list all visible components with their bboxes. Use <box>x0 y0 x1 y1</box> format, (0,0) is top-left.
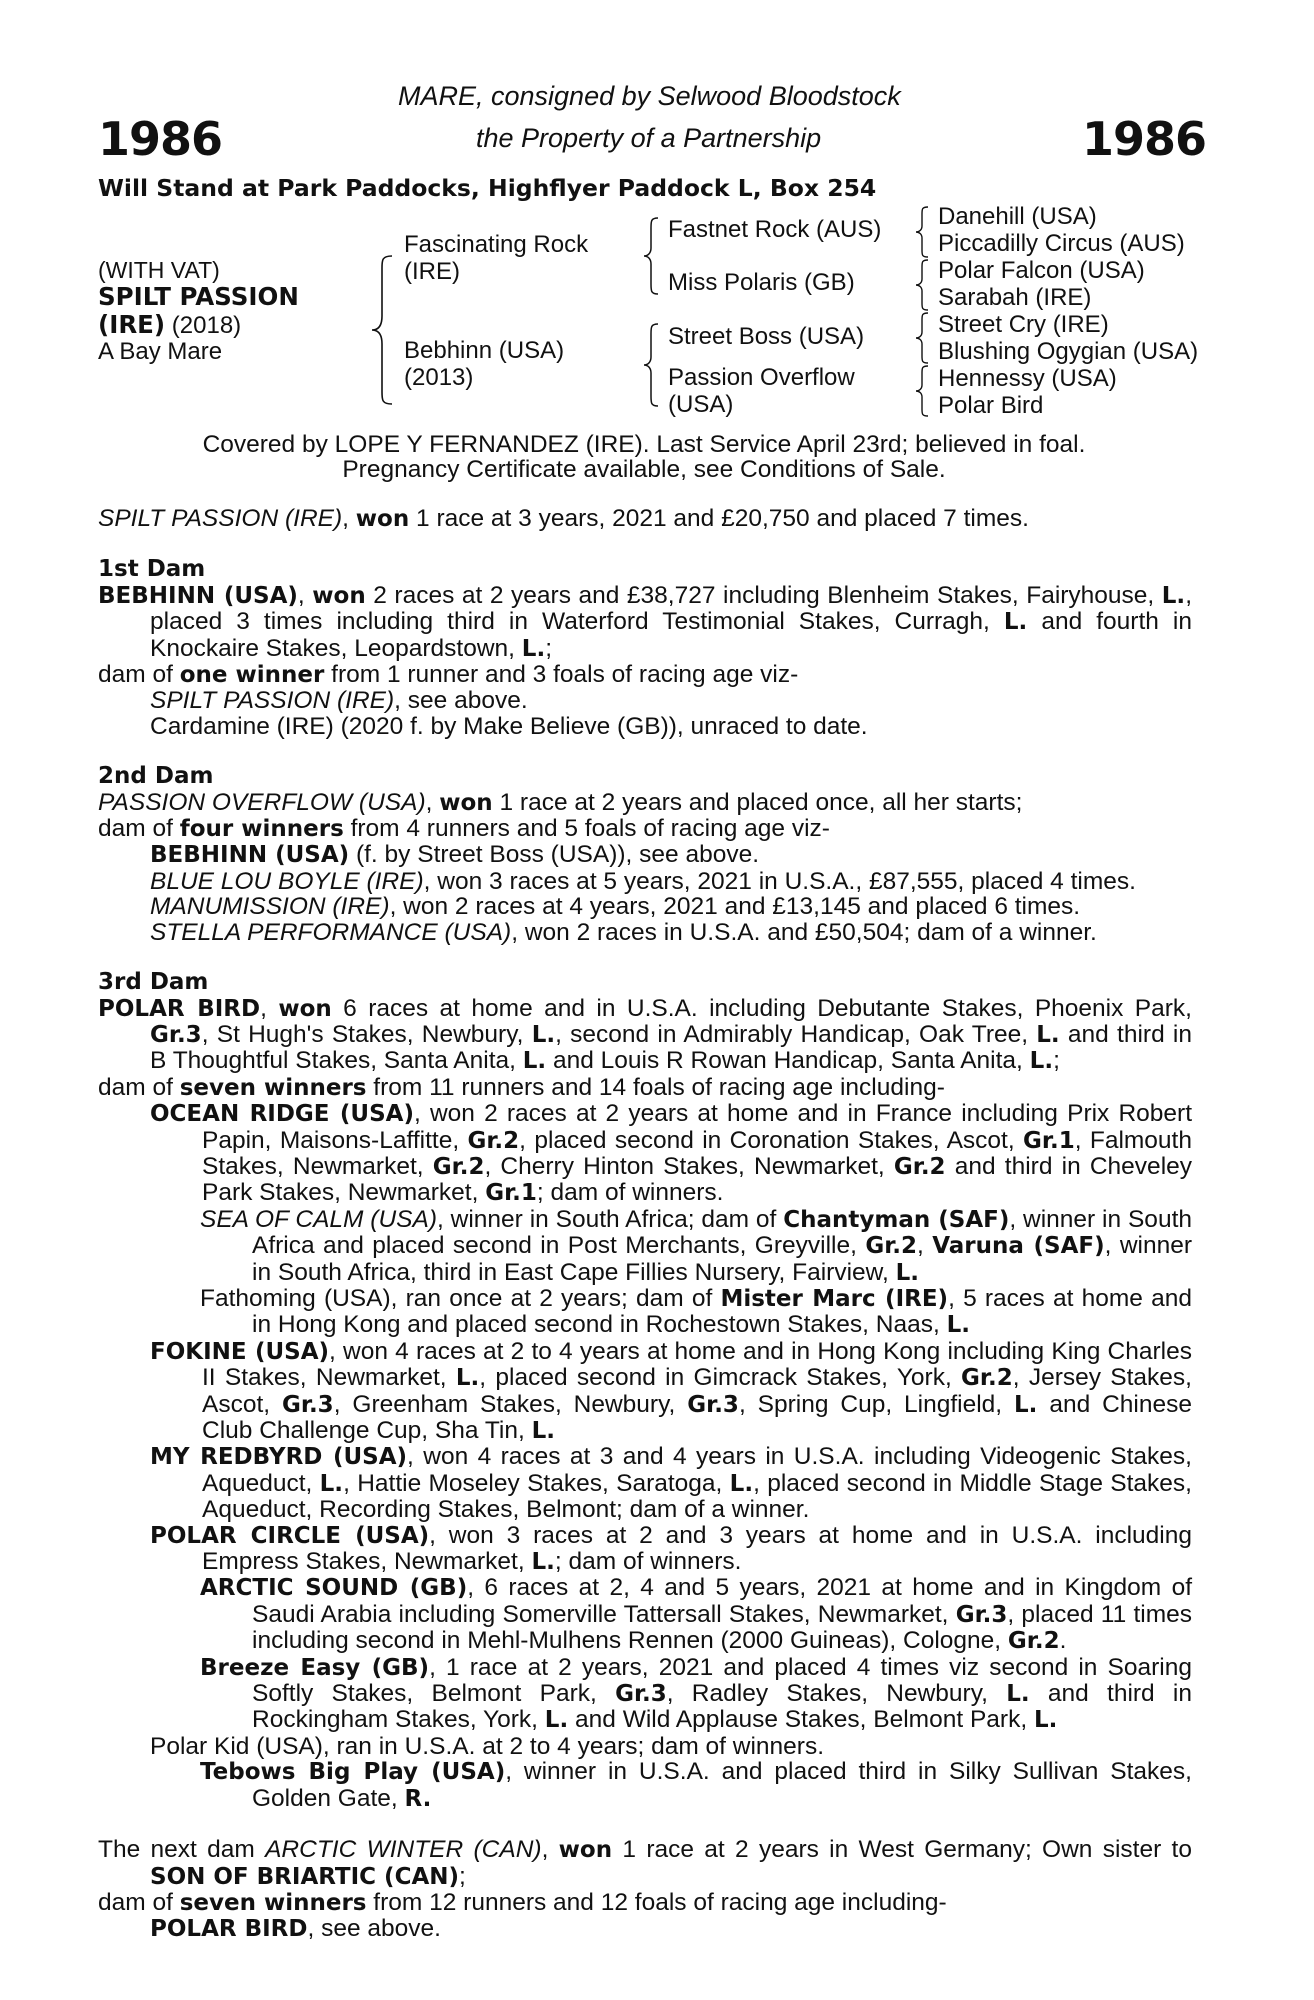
pedigree-gen3-8: Polar Bird <box>938 392 1044 419</box>
intro-record: 1 race at 3 years, 2021 and £20,750 and placed 7 times. <box>409 505 1029 532</box>
list-item: STELLA PERFORMANCE (USA), won 2 races in U.S.A. and £50,504; dam of a winner. <box>150 918 1097 946</box>
pedigree-dam-dam-line2: (USA) <box>668 391 734 418</box>
pedigree-dam-dam-line1: Passion Overflow <box>668 364 855 391</box>
second-dam-heading: 2nd Dam <box>98 763 214 790</box>
list-item: Breeze Easy (GB), 1 race at 2 years, 2021 and placed 4 times viz second in Soaring Softly Stakes, Belmont Park, Gr.3, Radley Stakes, Newbury, L. and third in Rockingham Stakes, York, L. and Wild Applause Stakes, Belmont Park, L. <box>200 1653 1192 1734</box>
lot-number-left: 1986 <box>98 112 223 166</box>
horse-name: SPILT PASSION <box>98 282 299 311</box>
horse-description: A Bay Mare <box>98 338 223 365</box>
horse-country-year <box>98 312 241 338</box>
sire-dam-brace-icon <box>370 254 394 406</box>
pedigree-gen3-1: Danehill (USA) <box>938 203 1097 230</box>
third-dam-record: POLAR BIRD, won 6 races at home and in U.S.A. including Debutante Stakes, Phoenix Park, Gr.3, St Hugh's Stakes, Newbury, L., second in Admirably Handicap, Oak Tree, L. and third in B Thoughtful Stakes, Santa Anita, L. and Louis R Rowan Handicap, Santa Anita, L.; <box>98 994 1192 1075</box>
pedigree-gen3-4: Sarabah (IRE) <box>938 284 1092 311</box>
pregnancy-note: Pregnancy Certificate available, see Conditions of Sale. <box>342 456 946 483</box>
horse-name-ref: SPILT PASSION (IRE) <box>98 505 343 532</box>
second-dam-produce: dam of four winners from 4 runners and 5 foals of racing age viz- <box>98 815 830 843</box>
list-item: SPILT PASSION (IRE), see above. <box>150 687 528 715</box>
next-dam-record: The next dam ARCTIC WINTER (CAN), won 1 race at 2 years in West Germany; Own sister to SON OF BRIARTIC (CAN); <box>98 1836 1192 1890</box>
pedigree-gen3-3: Polar Falcon (USA) <box>938 257 1145 284</box>
gen3-brace-icon <box>914 364 930 418</box>
consignor-line: MARE, consigned by Selwood Bloodstock <box>398 81 901 111</box>
sire-line-brace-icon <box>642 216 660 296</box>
third-dam-heading: 3rd Dam <box>98 969 209 996</box>
gen3-brace-icon <box>914 258 930 312</box>
list-item: BLUE LOU BOYLE (IRE), won 3 races at 5 years, 2021 in U.S.A., £87,555, placed 4 times. <box>150 867 1136 895</box>
list-item: POLAR BIRD, see above. <box>150 1915 441 1943</box>
list-item: BEBHINN (USA) (f. by Street Boss (USA)), see above. <box>150 841 760 869</box>
covering-note: Covered by LOPE Y FERNANDEZ (IRE). Last Service April 23rd; believed in foal. <box>202 431 1086 458</box>
list-item: SEA OF CALM (USA), winner in South Africa; dam of Chantyman (SAF), winner in South Africa and placed second in Post Merchants, Greyville, Gr.2, Varuna (SAF), winner in South Africa, third in East Cape Fillies Nursery, Fairview, L. <box>200 1205 1192 1286</box>
list-item: FOKINE (USA), won 4 races at 2 to 4 years at home and in Hong Kong including King Charles II Stakes, Newmarket, L., placed second in Gimcrack Stakes, York, Gr.2, Jersey Stakes, Ascot, Gr.3, Greenham Stakes, Newbury, Gr.3, Spring Cup, Lingfield, L. and Chinese Club Challenge Cup, Sha Tin, L. <box>150 1337 1193 1444</box>
gen3-brace-icon <box>914 311 930 365</box>
horse-country: (IRE) <box>98 310 166 339</box>
pedigree-gen3-6: Blushing Ogygian (USA) <box>938 338 1199 365</box>
second-dam-record: PASSION OVERFLOW (USA), won 1 race at 2 years and placed once, all her starts; <box>98 788 1023 816</box>
pedigree-dam-sire: Street Boss (USA) <box>668 323 865 350</box>
gen3-brace-icon <box>914 205 930 259</box>
first-dam-record: BEBHINN (USA), won 2 races at 2 years and £38,727 including Blenheim Stakes, Fairyhouse, L., placed 3 times including third in Waterford Testimonial Stakes, Curragh, L. and fourth in Knockaire Stakes, Leopardstown, L.; <box>98 581 1192 662</box>
pedigree-sire-line2: (IRE) <box>404 258 460 285</box>
catalogue-body <box>98 506 1192 1943</box>
list-item: ARCTIC SOUND (GB), 6 races at 2, 4 and 5 years, 2021 at home and in Kingdom of Saudi Arabia including Somerville Tattersall Stakes, Newmarket, Gr.3, placed 11 times including second in Mehl-Mulhens Rennen (2000 Guineas), Cologne, Gr.2. <box>200 1574 1192 1655</box>
pedigree-gen3-2: Piccadilly Circus (AUS) <box>938 230 1185 257</box>
property-line: the Property of a Partnership <box>476 123 822 153</box>
horse-year: (2018) <box>165 312 242 339</box>
first-dam-heading: 1st Dam <box>98 556 206 583</box>
intro-paragraph: SPILT PASSION (IRE), won 1 race at 3 years, 2021 and £20,750 and placed 7 times. <box>98 505 1029 532</box>
pedigree-dam-line2: (2013) <box>404 364 474 391</box>
list-item: OCEAN RIDGE (USA), won 2 races at 2 years at home and in France including Prix Robert Papin, Maisons-Laffitte, Gr.2, placed second in Coronation Stakes, Ascot, Gr.1, Falmouth Stakes, Newmarket, Gr.2, Cherry Hinton Stakes, Newmarket, Gr.2 and third in Cheveley Park Stakes, Newmarket, Gr.1; dam of winners. <box>150 1100 1193 1207</box>
list-item: MANUMISSION (IRE), won 2 races at 4 years, 2021 and £13,145 and placed 6 times. <box>150 893 1081 921</box>
pedigree-sire-dam: Miss Polaris (GB) <box>668 269 855 296</box>
pedigree-gen3-5: Street Cry (IRE) <box>938 311 1109 338</box>
third-dam-produce: dam of seven winners from 11 runners and 14 foals of racing age including- <box>98 1073 945 1101</box>
pedigree-dam-line1: Bebhinn (USA) <box>404 337 565 364</box>
pedigree-sire-sire: Fastnet Rock (AUS) <box>668 216 882 243</box>
vat-note: (WITH VAT) <box>98 257 220 283</box>
lot-number-right: 1986 <box>1081 112 1206 166</box>
list-item: MY REDBYRD (USA), won 4 races at 3 and 4 years in U.S.A. including Videogenic Stakes, Aqueduct, L., Hattie Moseley Stakes, Saratoga, L., placed second in Middle Stage Stakes, Aqueduct, Recording Stakes, Belmont; dam of a winner. <box>150 1443 1192 1524</box>
list-item: Tebows Big Play (USA), winner in U.S.A. and placed third in Silky Sullivan Stakes, Golden Gate, R. <box>200 1758 1192 1812</box>
dam-line-brace-icon <box>642 322 660 408</box>
list-item: Fathoming (USA), ran once at 2 years; dam of Mister Marc (IRE), 5 races at home and in Hong Kong and placed second in Rochestown Stakes, Naas, L. <box>200 1284 1192 1339</box>
pedigree-sire-line1: Fascinating Rock <box>404 231 589 258</box>
next-dam-produce: dam of seven winners from 12 runners and 12 foals of racing age including- <box>98 1888 947 1916</box>
stand-location: Will Stand at Park Paddocks, Highflyer Paddock L, Box 254 <box>98 174 877 202</box>
list-item: Polar Kid (USA), ran in U.S.A. at 2 to 4 years; dam of winners. <box>150 1732 825 1760</box>
list-item: POLAR CIRCLE (USA), won 3 races at 2 and 3 years at home and in U.S.A. including Empress Stakes, Newmarket, L.; dam of winners. <box>150 1521 1192 1576</box>
list-item: Cardamine (IRE) (2020 f. by Make Believe (GB)), unraced to date. <box>150 712 868 740</box>
pedigree-gen3-7: Hennessy (USA) <box>938 365 1117 392</box>
won-label: won <box>355 506 410 532</box>
first-dam-produce: dam of one winner from 1 runner and 3 foals of racing age viz- <box>98 661 799 689</box>
